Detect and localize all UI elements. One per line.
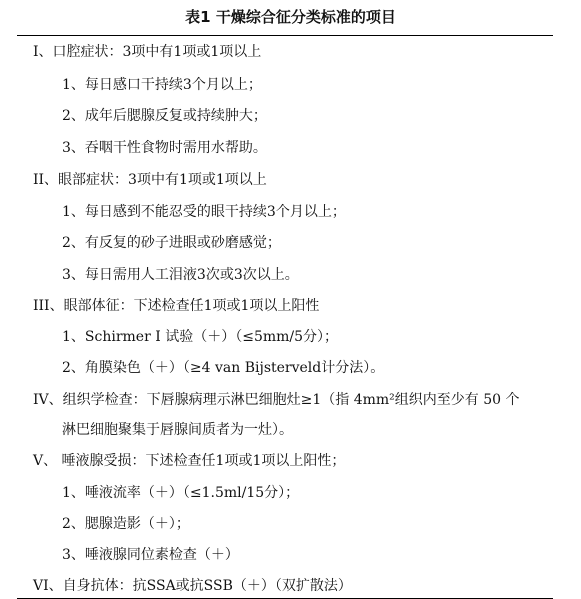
list-item: 2、腮腺造影（＋）； [62,516,190,532]
section-histology: IV、组织学检查：下唇腺病理示淋巴细胞灶≥1（指 4mm²组织内至少有 50 个 [33,392,520,408]
top-rule [17,35,553,36]
list-item: 3、吞咽干性食物时需用水帮助。 [62,140,267,156]
section-oral-symptoms: I、口腔症状：3项中有1项或1项以上 [33,44,262,60]
section-eye-symptoms: II、眼部症状：3项中有1项或1项以上 [33,172,267,188]
list-item: 3、每日需用人工泪液3次或3次以上。 [62,267,299,283]
list-item: 3、唾液腺同位素检查（＋） [62,547,239,563]
list-item: 1、唾液流率（＋）（≤1.5ml/15分）； [62,485,300,501]
list-item: 1、每日感口干持续3个月以上； [62,77,262,93]
list-item: 1、Schirmer I 试验（＋）（≤5mm/5分）； [62,329,339,345]
section-eye-signs: III、眼部体征：下述检查任1项或1项以上阳性 [33,298,320,314]
section-autoantibodies: VI、自身抗体：抗SSA或抗SSB（＋）（双扩散法） [33,578,352,594]
list-item: 2、角膜染色（＋）（≥4 van Bijsterveld计分法）。 [62,360,385,376]
list-item: 1、每日感到不能忍受的眼干持续3个月以上； [62,204,346,220]
list-item: 2、有反复的砂子进眼或砂磨感觉； [62,235,281,251]
table-title: 表1 干燥综合征分类标准的项目 [185,8,396,26]
list-item: 2、成年后腮腺反复或持续肿大； [62,108,267,124]
section-histology-continued: 淋巴细胞聚集于唇腺间质者为一灶）。 [62,422,293,438]
section-salivary-gland: V、 唾液腺受损：下述检查任1项或1项以上阳性； [33,453,346,469]
